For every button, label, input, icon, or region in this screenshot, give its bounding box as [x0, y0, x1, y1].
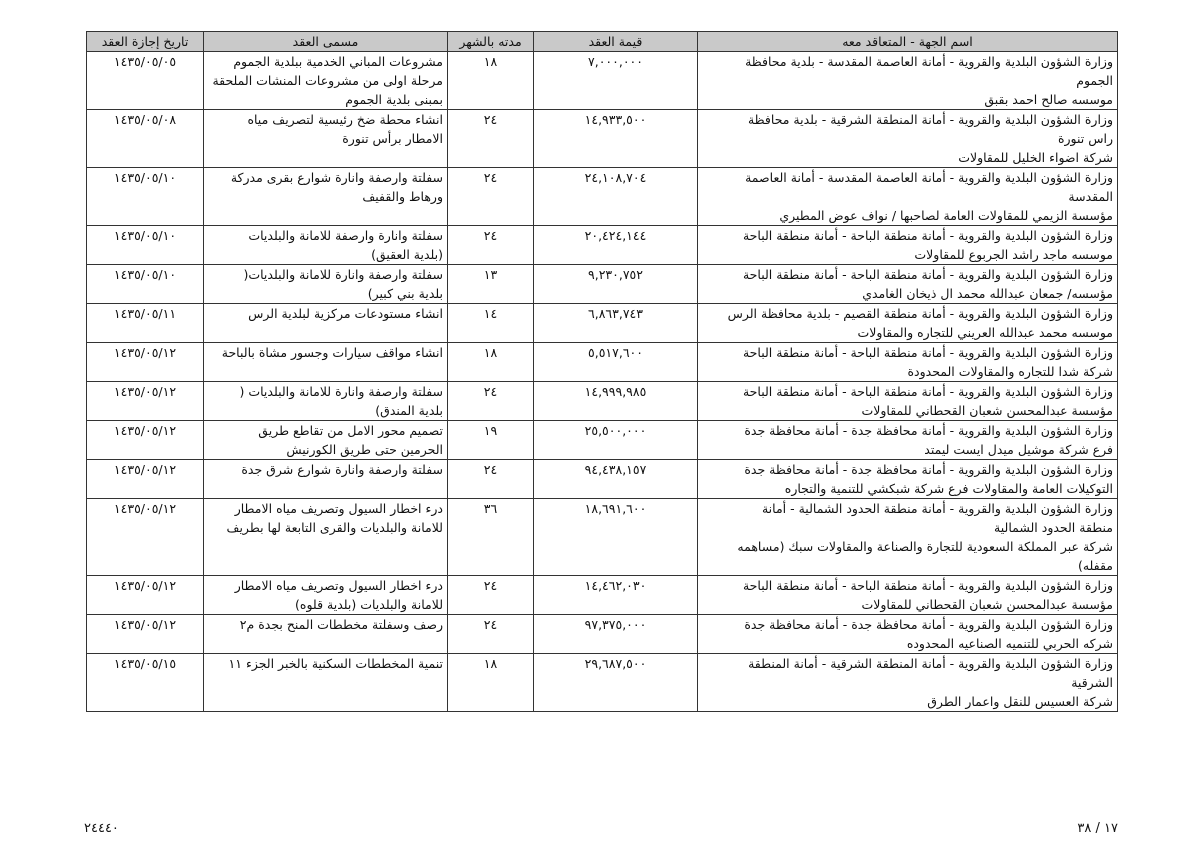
entity-cell-line: شركة عبر المملكة السعودية للتجارة والصناعة والمقاولات سبك (مساهمه	[737, 539, 1113, 554]
entity-cell	[698, 304, 1118, 343]
contract-name-cell-line: مشروعات المباني الخدمية ببلدية الجموم	[233, 54, 443, 69]
table-row	[87, 576, 1118, 615]
approval-date-cell: ١٤٣٥/٠٥/١٢	[87, 421, 204, 460]
header-date: تاريخ إجازة العقد	[87, 32, 204, 52]
entity-cell-line: وزارة الشؤون البلدية والقروية - أمانة محافظة جدة - أمانة محافظة جدة	[744, 462, 1113, 477]
contract-name-cell	[204, 382, 448, 421]
contract-name-cell-line: سفلتة وانارة وارصفة للامانة والبلديات	[248, 228, 443, 243]
entity-cell-line: وزارة الشؤون البلدية والقروية - أمانة منطقة الباحة - أمانة منطقة الباحة	[742, 384, 1113, 399]
entity-cell-line: موسسه صالح احمد بقبق	[984, 92, 1113, 107]
contract-name-cell-line: تصميم محور الامل من تقاطع طريق	[258, 423, 443, 438]
entity-cell-line: شركة شدا للتجاره والمقاولات المحدودة	[907, 364, 1113, 379]
table-row	[87, 265, 1118, 304]
contract-name-cell-line: مرحلة اولى من مشروعات المنشات الملحقة	[212, 73, 443, 88]
header-entity: اسم الجهة - المتعاقد معه	[698, 32, 1118, 52]
contract-name-cell-line: انشاء مستودعات مركزية لبلدية الرس	[248, 306, 443, 321]
contract-name-cell-line: بمبنى بلدية الجموم	[345, 92, 443, 107]
entity-cell-line: وزارة الشؤون البلدية والقروية - أمانة المنطقة الشرقية - بلدية محافظة	[747, 112, 1113, 127]
entity-cell-line: مؤسسة عبدالمحسن شعبان القحطاني للمقاولات	[861, 403, 1113, 418]
entity-cell-line: وزارة الشؤون البلدية والقروية - أمانة منطقة القصيم - بلدية محافظة الرس	[727, 306, 1113, 321]
approval-date-cell: ١٤٣٥/٠٥/١٢	[87, 499, 204, 576]
contract-name-cell-line: بلدية المندق)	[375, 403, 443, 418]
contract-name-cell-line: بلدية بني كبير)	[367, 286, 443, 301]
contract-name-cell	[204, 304, 448, 343]
contract-name-cell-line: للامانة والبلديات والقرى التابعة لها بطريف	[226, 520, 443, 535]
duration-cell: ٢٤	[448, 576, 534, 615]
approval-date-cell: ١٤٣٥/٠٥/٠٥	[87, 52, 204, 110]
contract-name-cell-line: للامانة والبلديات (بلدية قلوه)	[295, 597, 443, 612]
entity-cell-line: وزارة الشؤون البلدية والقروية - أمانة محافظة جدة - أمانة محافظة جدة	[744, 423, 1113, 438]
contract-name-cell	[204, 110, 448, 168]
duration-cell: ١٨	[448, 654, 534, 712]
duration-cell: ١٣	[448, 265, 534, 304]
contract-name-cell-line: الحرمين حتى طريق الكورنيش	[286, 442, 443, 457]
page-number: ١٧ / ٣٨	[1077, 821, 1118, 836]
entity-cell	[698, 343, 1118, 382]
entity-cell-line: موسسه محمد عبدالله العريني للتجاره والمقاولات	[857, 325, 1113, 340]
entity-cell-line: شركة اضواء الخليل للمقاولات	[958, 150, 1113, 165]
approval-date-cell: ١٤٣٥/٠٥/١٢	[87, 615, 204, 654]
duration-cell: ١٨	[448, 343, 534, 382]
contract-value-cell: ٩٧,٣٧٥,٠٠٠	[534, 615, 698, 654]
entity-cell-line: وزارة الشؤون البلدية والقروية - أمانة منطقة الباحة - أمانة منطقة الباحة	[742, 267, 1113, 282]
entity-cell	[698, 615, 1118, 654]
table-header-row	[87, 32, 1118, 52]
header-duration: مدته بالشهر	[448, 32, 534, 52]
entity-cell	[698, 421, 1118, 460]
contract-value-cell: ٩,٢٣٠,٧٥٢	[534, 265, 698, 304]
contract-name-cell	[204, 265, 448, 304]
duration-cell: ١٩	[448, 421, 534, 460]
table-row	[87, 615, 1118, 654]
entity-cell-line: وزارة الشؤون البلدية والقروية - أمانة العاصمة المقدسة - أمانة العاصمة	[745, 170, 1113, 185]
table-row	[87, 421, 1118, 460]
contract-name-cell	[204, 52, 448, 110]
approval-date-cell: ١٤٣٥/٠٥/١٢	[87, 460, 204, 499]
contract-value-cell: ٦,٨٦٣,٧٤٣	[534, 304, 698, 343]
entity-cell-line: وزارة الشؤون البلدية والقروية - أمانة منطقة الباحة - أمانة منطقة الباحة	[742, 345, 1113, 360]
entity-cell-line: مؤسسة عبدالمحسن شعبان القحطاني للمقاولات	[861, 597, 1113, 612]
approval-date-cell: ١٤٣٥/٠٥/٠٨	[87, 110, 204, 168]
entity-cell-line: منطقة الحدود الشمالية	[994, 520, 1113, 535]
contract-value-cell: ١٨,٦٩١,٦٠٠	[534, 499, 698, 576]
contract-name-cell	[204, 421, 448, 460]
contract-value-cell: ٩٤,٤٣٨,١٥٧	[534, 460, 698, 499]
entity-cell-line: وزارة الشؤون البلدية والقروية - أمانة العاصمة المقدسة - بلدية محافظة	[745, 54, 1113, 69]
entity-cell	[698, 576, 1118, 615]
contract-name-cell-line: سفلتة وارصفة وانارة للامانة والبلديات (	[239, 384, 443, 399]
approval-date-cell: ١٤٣٥/٠٥/١٠	[87, 168, 204, 226]
contract-value-cell: ١٤,٩٩٩,٩٨٥	[534, 382, 698, 421]
contract-name-cell-line: درء اخطار السيول وتصريف مياه الامطار	[234, 578, 443, 593]
duration-cell: ٢٤	[448, 460, 534, 499]
duration-cell: ٢٤	[448, 226, 534, 265]
header-name: مسمى العقد	[204, 32, 448, 52]
entity-cell	[698, 168, 1118, 226]
table-row	[87, 304, 1118, 343]
approval-date-cell: ١٤٣٥/٠٥/١٢	[87, 343, 204, 382]
table-row	[87, 343, 1118, 382]
entity-cell-line: وزارة الشؤون البلدية والقروية - أمانة المنطقة الشرقية - أمانة المنطقة	[748, 656, 1113, 671]
approval-date-cell: ١٤٣٥/٠٥/١٢	[87, 576, 204, 615]
entity-cell-line: موسسه ماجد راشد الجربوع للمقاولات	[914, 247, 1113, 262]
entity-cell	[698, 654, 1118, 712]
entity-cell-line: شركة العسيس للنقل واعمار الطرق	[927, 694, 1113, 709]
entity-cell-line: وزارة الشؤون البلدية والقروية - أمانة منطقة الباحة - أمانة منطقة الباحة	[742, 578, 1113, 593]
entity-cell-line: مؤسسه/ جمعان عبدالله محمد ال ذيخان الغامدي	[862, 286, 1113, 301]
contract-value-cell: ٧,٠٠٠,٠٠٠	[534, 52, 698, 110]
entity-cell	[698, 265, 1118, 304]
entity-cell	[698, 226, 1118, 265]
entity-cell	[698, 52, 1118, 110]
entity-cell	[698, 499, 1118, 576]
table-row	[87, 168, 1118, 226]
entity-cell-line: شركه الحربي للتنميه الصناعيه المحدوده	[906, 636, 1113, 651]
contract-name-cell-line: سفلتة وارصفة وانارة شوارع بقرى مدركة	[230, 170, 443, 185]
entity-cell-line: مؤسسة الزيمي للمقاولات العامة لصاحبها / نواف عوض المطيري	[779, 208, 1113, 223]
header-value: قيمة العقد	[534, 32, 698, 52]
table-row	[87, 654, 1118, 712]
contract-name-cell-line: سفلتة وارصفة وانارة شوارع شرق جدة	[241, 462, 443, 477]
approval-date-cell: ١٤٣٥/٠٥/١١	[87, 304, 204, 343]
contract-name-cell	[204, 654, 448, 712]
contract-value-cell: ٢٠,٤٢٤,١٤٤	[534, 226, 698, 265]
approval-date-cell: ١٤٣٥/٠٥/١٠	[87, 265, 204, 304]
entity-cell-line: الشرقية	[1071, 675, 1113, 690]
table-row	[87, 499, 1118, 576]
contract-value-cell: ٢٥,٥٠٠,٠٠٠	[534, 421, 698, 460]
approval-date-cell: ١٤٣٥/٠٥/١٥	[87, 654, 204, 712]
entity-cell-line: وزارة الشؤون البلدية والقروية - أمانة منطقة الباحة - أمانة منطقة الباحة	[742, 228, 1113, 243]
table-row	[87, 460, 1118, 499]
duration-cell: ٢٤	[448, 110, 534, 168]
entity-cell-line: مقفله)	[1077, 558, 1113, 573]
contract-name-cell-line: الامطار برأس تنورة	[342, 131, 443, 146]
duration-cell: ١٨	[448, 52, 534, 110]
entity-cell-line: التوكيلات العامة والمقاولات فرع شركة شبكشي للتنمية والتجاره	[784, 481, 1113, 496]
entity-cell-line: وزارة الشؤون البلدية والقروية - أمانة محافظة جدة - أمانة محافظة جدة	[744, 617, 1113, 632]
contract-name-cell-line: تنمية المخططات السكنية بالخبر الجزء ١١	[228, 656, 443, 671]
duration-cell: ٣٦	[448, 499, 534, 576]
entity-cell	[698, 382, 1118, 421]
duration-cell: ١٤	[448, 304, 534, 343]
contract-value-cell: ٥,٥١٧,٦٠٠	[534, 343, 698, 382]
contract-name-cell-line: رصف وسفلتة مخططات المنح بجدة م٢	[239, 617, 443, 632]
entity-cell-line: وزارة الشؤون البلدية والقروية - أمانة منطقة الحدود الشمالية - أمانة	[761, 501, 1113, 516]
contract-name-cell-line: درء اخطار السيول وتصريف مياه الامطار	[234, 501, 443, 516]
entity-cell-line: الجموم	[1076, 73, 1113, 88]
contract-name-cell-line: سفلتة وارصفة وانارة للامانة والبلديات(	[243, 267, 443, 282]
table-row	[87, 52, 1118, 110]
contracts-table	[86, 31, 1118, 712]
contract-value-cell: ١٤,٤٦٢,٠٣٠	[534, 576, 698, 615]
duration-cell: ٢٤	[448, 168, 534, 226]
contract-name-cell	[204, 499, 448, 576]
entity-cell	[698, 460, 1118, 499]
approval-date-cell: ١٤٣٥/٠٥/١٢	[87, 382, 204, 421]
table-row	[87, 226, 1118, 265]
contract-value-cell: ٢٩,٦٨٧,٥٠٠	[534, 654, 698, 712]
duration-cell: ٢٤	[448, 382, 534, 421]
contract-name-cell-line: (بلدية العقيق)	[371, 247, 443, 262]
duration-cell: ٢٤	[448, 615, 534, 654]
entity-cell-line: المقدسة	[1068, 189, 1113, 204]
contract-name-cell-line: انشاء محطة ضخ رئيسية لتصريف مياه	[247, 112, 443, 127]
contract-name-cell	[204, 343, 448, 382]
contract-name-cell	[204, 226, 448, 265]
entity-cell-line: فرع شركة موشيل ميدل ايست ليمتد	[924, 442, 1113, 457]
contract-name-cell	[204, 576, 448, 615]
entity-cell-line: راس تنورة	[1057, 131, 1113, 146]
table-row	[87, 110, 1118, 168]
contract-name-cell	[204, 168, 448, 226]
contract-name-cell	[204, 460, 448, 499]
contract-name-cell	[204, 615, 448, 654]
contract-value-cell: ١٤,٩٣٣,٥٠٠	[534, 110, 698, 168]
entity-cell	[698, 110, 1118, 168]
contract-value-cell: ٢٤,١٠٨,٧٠٤	[534, 168, 698, 226]
contract-name-cell-line: انشاء مواقف سيارات وجسور مشاة بالباحة	[221, 345, 443, 360]
document-code: ٢٤٤٤٠	[84, 821, 119, 836]
contract-name-cell-line: ورهاط والقفيف	[362, 189, 443, 204]
table-row	[87, 382, 1118, 421]
approval-date-cell: ١٤٣٥/٠٥/١٠	[87, 226, 204, 265]
